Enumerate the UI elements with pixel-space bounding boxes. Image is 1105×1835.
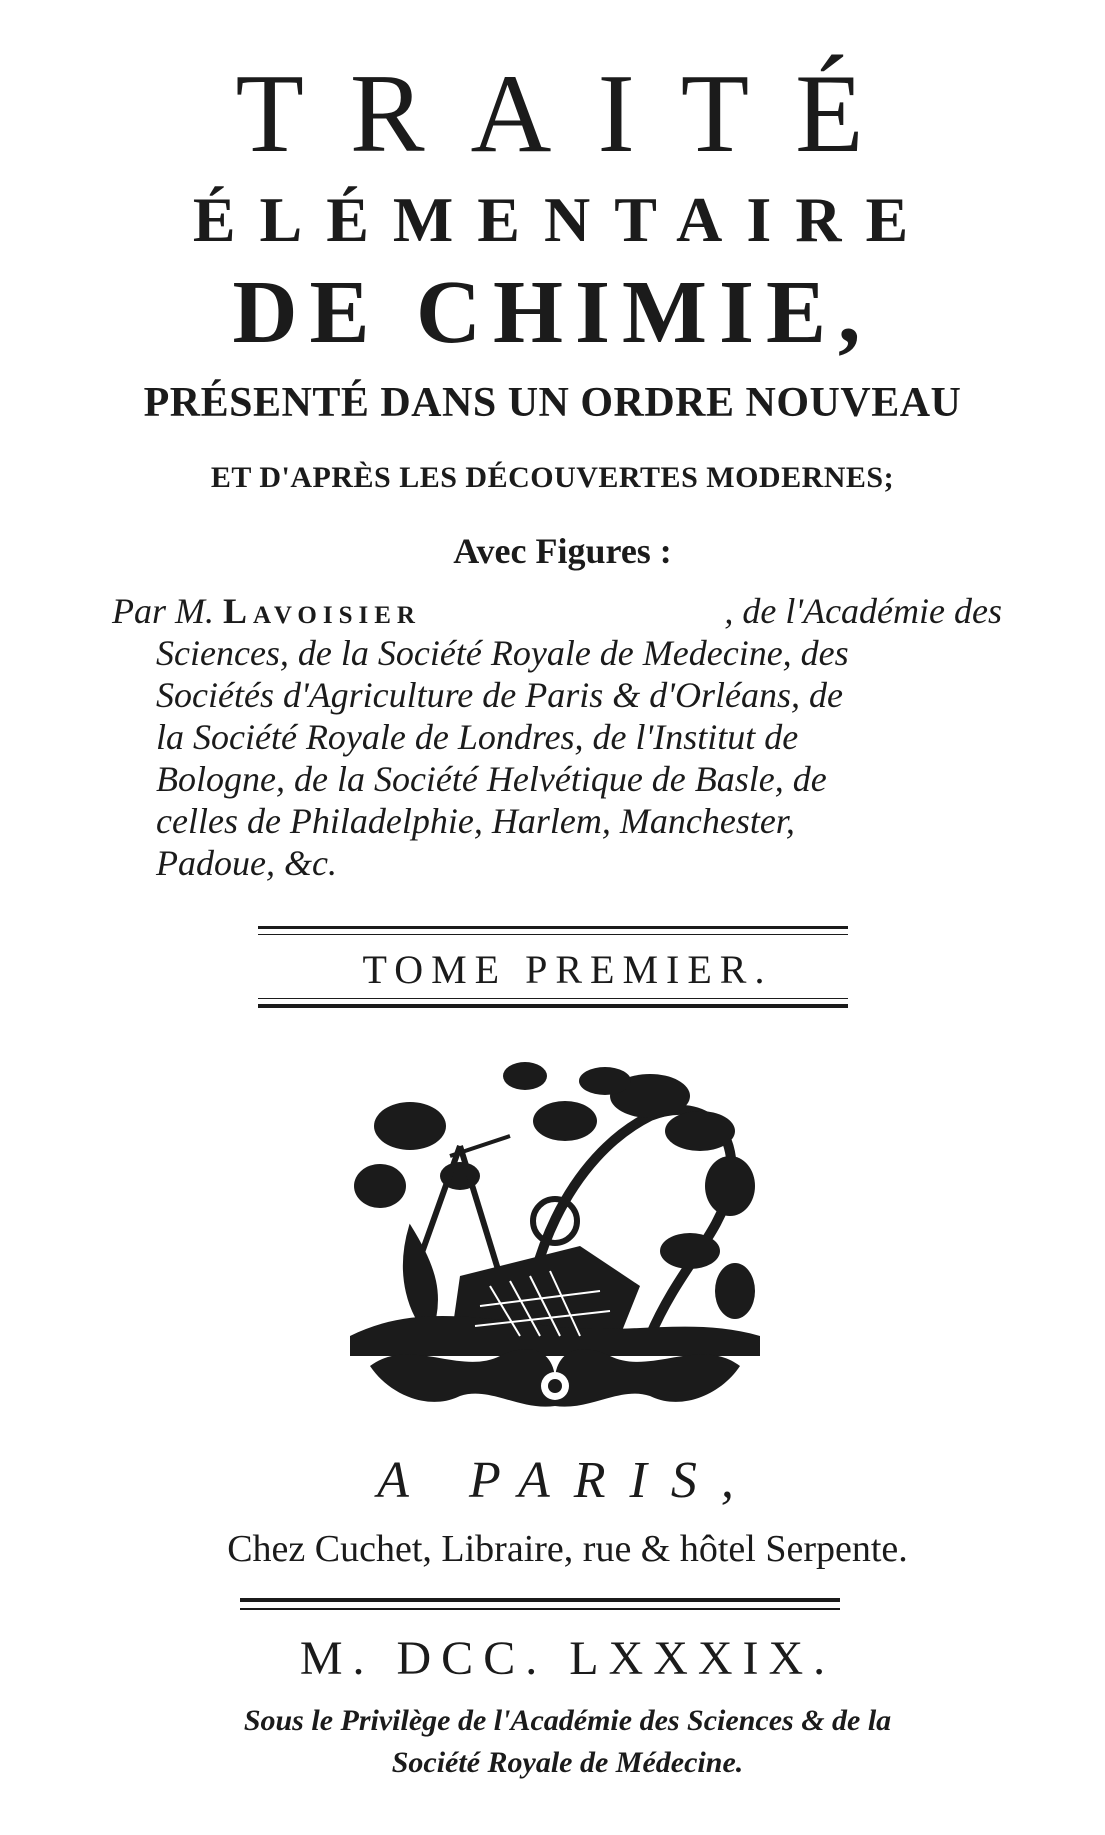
subtitle-presente: PRÉSENTÉ DANS UN ORDRE NOUVEAU <box>143 380 962 426</box>
byline-lead: Par M. Lavoisier <box>112 591 421 631</box>
byline-row <box>112 590 1002 632</box>
printers-ornament-icon <box>350 1036 760 1416</box>
divider-rule <box>258 998 848 999</box>
divider-rule <box>258 934 848 935</box>
byline-row: Bologne, de la Société Helvétique de Basle, de <box>156 759 827 799</box>
byline-row: celles de Philadelphie, Harlem, Manchester, <box>156 801 795 841</box>
privilege-notice <box>0 1700 1105 1784</box>
volume-label: TOME PREMIER. <box>362 947 773 992</box>
title-line-traite: TRAITÉ <box>235 52 910 176</box>
divider-rule <box>240 1608 840 1610</box>
divider-rule <box>258 926 848 929</box>
divider-rule <box>258 1004 848 1008</box>
byline-row: Sciences, de la Société Royale de Medecine, des <box>156 633 849 673</box>
imprint-publisher: Chez Cuchet, Libraire, rue & hôtel Serpente. <box>227 1528 908 1570</box>
byline-row-1-tail: , de l'Académie des <box>724 591 1002 631</box>
byline-row: Sociétés d'Agriculture de Paris & d'Orléans, de <box>156 675 843 715</box>
privilege-line: Société Royale de Médecine. <box>391 1746 744 1779</box>
imprint-date: M. DCC. LXXXIX. <box>299 1632 836 1685</box>
byline-row: Padoue, &c. <box>156 843 337 883</box>
subtitle-decouvertes: ET D'APRÈS LES DÉCOUVERTES MODERNES; <box>210 461 895 494</box>
divider-rule <box>240 1598 840 1602</box>
author-name: Lavoisier <box>223 591 421 631</box>
privilege-line: Sous le Privilège de l'Académie des Sciences & de la <box>243 1704 892 1737</box>
title-line-elementaire: ÉLÉMENTAIRE <box>192 184 933 255</box>
imprint-city: A PARIS, <box>377 1452 758 1509</box>
subtitle-avec-figures: Avec Figures : <box>453 531 672 571</box>
byline-row: la Société Royale de Londres, de l'Institut de <box>156 717 799 757</box>
author-byline <box>112 590 1002 884</box>
title-line-de-chimie: DE CHIMIE, <box>232 263 873 362</box>
